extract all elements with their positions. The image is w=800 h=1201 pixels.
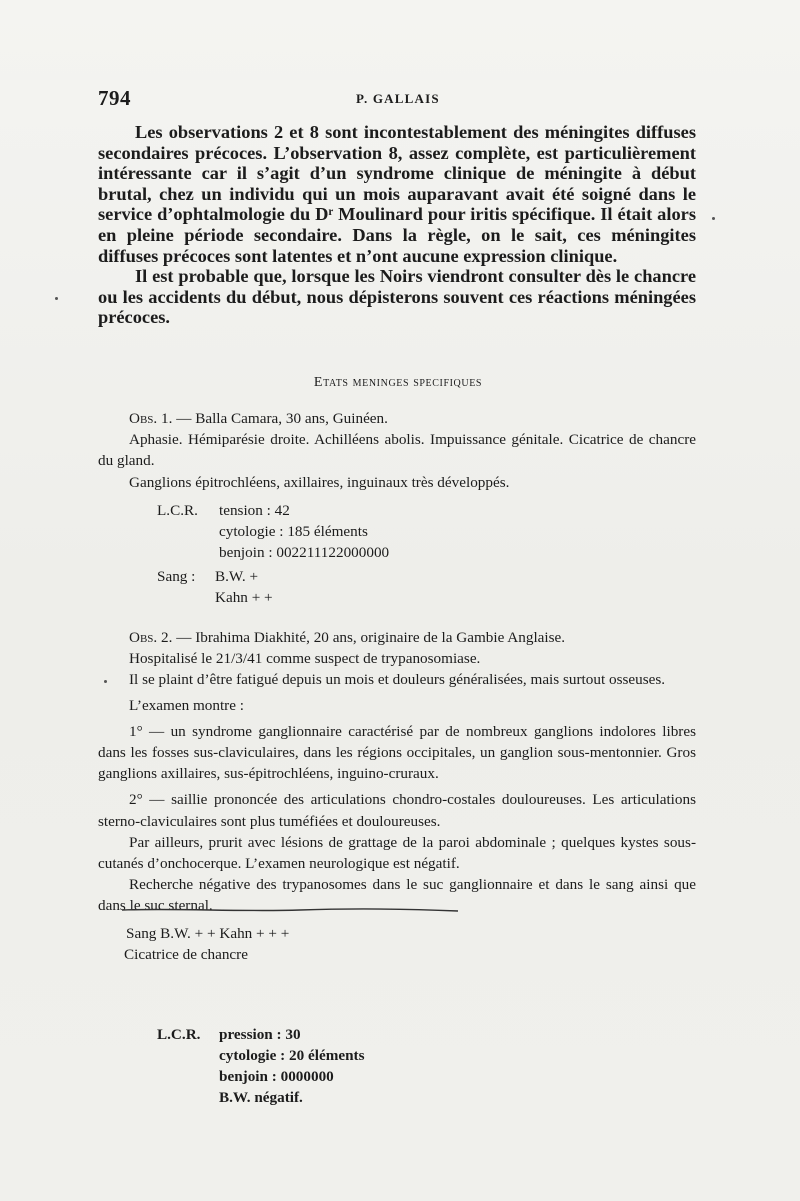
running-head: P. GALLAIS — [356, 91, 440, 106]
obs1-label: Obs. 1. — [129, 410, 173, 427]
obs2-lcr-value: pression : 30 — [219, 1026, 301, 1043]
obs2-paragraph: Par ailleurs, prurit avec lésions de grattage de la paroi abdominale ; quelques kystes sous-cutanés d’onchocerque. L’examen neurologique est négatif. — [98, 833, 696, 873]
obs2-paragraph: 1° — un syndrome ganglionnaire caractérisé par de nombreux ganglions indolores libres dans les fosses sus-claviculaires, dans les régions occipitales, un ganglion sous-mentonnier. Gros ganglions axillaires, sus-épitrochléens, inguino-cruraux. — [98, 722, 696, 783]
intro-paragraph: Il est probable que, lorsque les Noirs viendront consulter dès le chancre ou les accidents du début, nous dépisterons souvent ces réactions méningées précoces. — [98, 266, 696, 328]
obs1-lcr-value: cytologie : 185 éléments — [219, 523, 368, 540]
section-heading-text: Etats meninges specifiques — [313, 375, 483, 390]
observation-1 — [98, 408, 696, 493]
obs2-label: Obs. 2. — [129, 629, 173, 646]
intro-paragraphs — [98, 122, 696, 328]
obs1-lcr-value: tension : 42 — [219, 502, 290, 519]
obs1-lcr-label: L.C.R. — [157, 502, 198, 519]
obs1-line: Ganglions épitrochléens, axillaires, inguinaux très développés. — [129, 473, 510, 491]
obs2-paragraph: L’examen montre : — [129, 696, 244, 714]
section-heading — [98, 375, 698, 391]
obs2-lcr-value: B.W. négatif. — [219, 1089, 303, 1106]
obs1-intro: — Balla Camara, 30 ans, Guinéen. — [172, 410, 388, 427]
obs1-sang-value: Kahn + + — [215, 589, 273, 606]
scan-speck — [55, 297, 58, 300]
obs1-line: Aphasie. Hémiparésie droite. Achilléens abolis. Impuissance génitale. Cicatrice de chancre du gland. — [98, 431, 696, 470]
obs2-paragraph: Hospitalisé le 21/3/41 comme suspect de trypanosomiase. — [129, 650, 481, 668]
obs1-sang-value: B.W. + — [215, 568, 259, 585]
obs2-paragraph: Recherche négative des trypanosomes dans le suc ganglionnaire et dans le sang ainsi que dans le suc sternal. — [98, 876, 696, 915]
scan-speck — [712, 217, 715, 220]
obs2-lcr-value: cytologie : 20 éléments — [219, 1047, 365, 1064]
page-header — [98, 86, 698, 110]
observation-2 — [98, 627, 696, 965]
obs2-lcr-value: benjoin : 0000000 — [219, 1068, 334, 1085]
obs2-intro: — Ibrahima Diakhité, 20 ans, originaire de la Gambie Anglaise. — [172, 629, 566, 646]
obs2-cicatrice: Cicatrice de chancre — [124, 945, 248, 963]
obs1-sang-label: Sang : — [157, 568, 196, 585]
obs2-paragraph: 2° — saillie prononcée des articulations chondro-costales douloureuses. Les articulations sterno-claviculaires sont plus tuméfiées et douloureuses. — [98, 791, 696, 830]
handwritten-underline — [120, 906, 460, 914]
scan-speck — [104, 680, 107, 683]
intro-paragraph: Les observations 2 et 8 sont incontestablement des méningites diffuses secondaires précoces. L’observation 8, assez complète, est particulièrement intéressante car il s’agit d’un syndrome clinique de méningite à début brutal, chez un individu qui un mois auparavant avait été soigné dans le service d’ophtalmologie du Dʳ Moulinard pour iritis spécifique. Il était alors en pleine période secondaire. Dans la règle, on le sait, ces méningites diffuses précoces sont latentes et n’ont aucune expression clinique. — [98, 122, 696, 266]
obs1-heading — [98, 408, 696, 429]
obs1-lcr-value: benjoin : 002211122000000 — [219, 544, 390, 561]
obs2-sang-line: Sang B.W. + + Kahn + + + — [126, 924, 290, 942]
obs2-heading — [98, 627, 696, 648]
obs2-lcr-label: L.C.R. — [157, 1026, 201, 1043]
obs2-paragraph: Il se plaint d’être fatigué depuis un mois et douleurs généralisées, mais surtout osseuses. — [129, 671, 666, 689]
page-number: 794 — [98, 86, 131, 110]
